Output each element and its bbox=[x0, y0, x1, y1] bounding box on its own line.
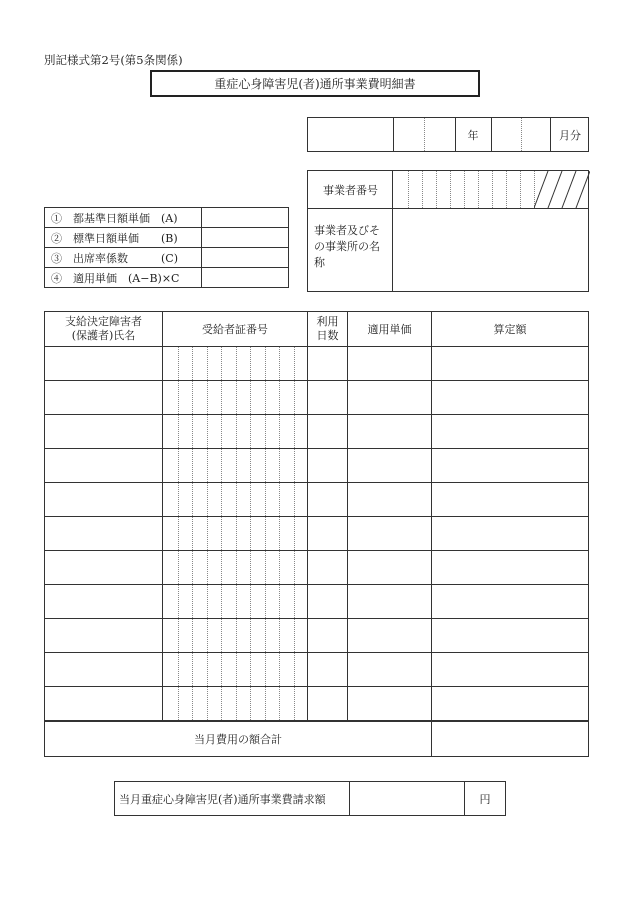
unit-price-cell[interactable] bbox=[348, 449, 432, 483]
days-cell[interactable] bbox=[308, 551, 348, 585]
claim-label: 当月重症心身障害児(者)通所事業費請求額 bbox=[115, 782, 350, 816]
amount-cell[interactable] bbox=[432, 415, 589, 449]
provider-number-label: 事業者番号 bbox=[323, 183, 378, 197]
cert-number-cell[interactable] bbox=[163, 449, 308, 483]
amount-cell[interactable] bbox=[432, 483, 589, 517]
table-row bbox=[45, 619, 589, 653]
amount-cell[interactable] bbox=[432, 653, 589, 687]
days-cell[interactable] bbox=[308, 653, 348, 687]
year-label: 年 bbox=[467, 128, 479, 142]
unit-value-cell[interactable] bbox=[202, 228, 289, 248]
claim-table bbox=[114, 781, 506, 816]
days-cell[interactable] bbox=[308, 687, 348, 721]
total-label: 当月費用の額合計 bbox=[45, 721, 432, 757]
yen-unit: 円 bbox=[465, 782, 506, 816]
unit-price-cell[interactable] bbox=[348, 381, 432, 415]
unit-value-cell[interactable] bbox=[202, 208, 289, 228]
hatched-cells-icon bbox=[534, 171, 590, 208]
days-cell[interactable] bbox=[308, 449, 348, 483]
days-cell[interactable] bbox=[308, 483, 348, 517]
cert-number-cell[interactable] bbox=[163, 415, 308, 449]
name-cell[interactable] bbox=[45, 449, 163, 483]
table-row bbox=[45, 551, 589, 585]
provider-name-label: 事業者及びその事業所の名称 bbox=[314, 224, 380, 269]
unit-price-cell[interactable] bbox=[348, 585, 432, 619]
days-cell[interactable] bbox=[308, 347, 348, 381]
amount-cell[interactable] bbox=[432, 619, 589, 653]
unit-item: ① 都基準日額単価 (A) bbox=[45, 208, 202, 228]
unit-item: ④ 適用単価 (A−B)×C bbox=[45, 268, 202, 288]
cert-number-cell[interactable] bbox=[163, 585, 308, 619]
days-cell[interactable] bbox=[308, 619, 348, 653]
header-days: 利用日数 bbox=[308, 312, 348, 347]
header-name: 支給決定障害者(保護者)氏名 bbox=[45, 312, 163, 347]
unit-item: ③ 出席率係数 (C) bbox=[45, 248, 202, 268]
detail-table bbox=[44, 311, 589, 757]
days-cell[interactable] bbox=[308, 381, 348, 415]
table-row bbox=[45, 653, 589, 687]
unit-item: ② 標準日額単価 (B) bbox=[45, 228, 202, 248]
cert-number-cell[interactable] bbox=[163, 653, 308, 687]
table-row bbox=[45, 449, 589, 483]
cert-number-cell[interactable] bbox=[163, 347, 308, 381]
table-row bbox=[45, 517, 589, 551]
header-cert-number: 受給者証番号 bbox=[163, 312, 308, 347]
cert-number-cell[interactable] bbox=[163, 619, 308, 653]
name-cell[interactable] bbox=[45, 517, 163, 551]
document-title: 重症心身障害児(者)通所事業費明細書 bbox=[150, 70, 480, 97]
days-cell[interactable] bbox=[308, 415, 348, 449]
amount-cell[interactable] bbox=[432, 449, 589, 483]
name-cell[interactable] bbox=[45, 585, 163, 619]
name-cell[interactable] bbox=[45, 551, 163, 585]
table-row bbox=[45, 415, 589, 449]
cert-number-cell[interactable] bbox=[163, 517, 308, 551]
unit-price-cell[interactable] bbox=[348, 415, 432, 449]
name-cell[interactable] bbox=[45, 687, 163, 721]
unit-price-cell[interactable] bbox=[348, 347, 432, 381]
form-number-label: 別記様式第2号(第5条関係) bbox=[44, 53, 183, 67]
days-cell[interactable] bbox=[308, 517, 348, 551]
provider-box bbox=[307, 170, 589, 292]
unit-price-table bbox=[44, 207, 289, 288]
cert-number-cell[interactable] bbox=[163, 381, 308, 415]
unit-price-cell[interactable] bbox=[348, 687, 432, 721]
cert-number-cell[interactable] bbox=[163, 483, 308, 517]
unit-value-cell[interactable] bbox=[202, 268, 289, 288]
unit-price-cell[interactable] bbox=[348, 517, 432, 551]
amount-cell[interactable] bbox=[432, 687, 589, 721]
unit-price-cell[interactable] bbox=[348, 619, 432, 653]
name-cell[interactable] bbox=[45, 381, 163, 415]
unit-value-cell[interactable] bbox=[202, 248, 289, 268]
cert-number-cell[interactable] bbox=[163, 687, 308, 721]
table-row bbox=[45, 585, 589, 619]
unit-price-cell[interactable] bbox=[348, 653, 432, 687]
claim-amount-cell[interactable] bbox=[350, 782, 465, 816]
table-row bbox=[45, 483, 589, 517]
cert-number-cell[interactable] bbox=[163, 551, 308, 585]
date-box bbox=[307, 117, 589, 152]
amount-cell[interactable] bbox=[432, 551, 589, 585]
header-unit-price: 適用単価 bbox=[348, 312, 432, 347]
name-cell[interactable] bbox=[45, 653, 163, 687]
month-label: 月分 bbox=[559, 128, 581, 142]
name-cell[interactable] bbox=[45, 619, 163, 653]
header-amount: 算定額 bbox=[432, 312, 589, 347]
amount-cell[interactable] bbox=[432, 517, 589, 551]
total-amount-cell[interactable] bbox=[432, 721, 589, 757]
name-cell[interactable] bbox=[45, 415, 163, 449]
amount-cell[interactable] bbox=[432, 347, 589, 381]
days-cell[interactable] bbox=[308, 585, 348, 619]
amount-cell[interactable] bbox=[432, 381, 589, 415]
unit-price-cell[interactable] bbox=[348, 551, 432, 585]
unit-price-cell[interactable] bbox=[348, 483, 432, 517]
table-row bbox=[45, 381, 589, 415]
name-cell[interactable] bbox=[45, 483, 163, 517]
table-row bbox=[45, 687, 589, 721]
table-row bbox=[45, 347, 589, 381]
name-cell[interactable] bbox=[45, 347, 163, 381]
amount-cell[interactable] bbox=[432, 585, 589, 619]
